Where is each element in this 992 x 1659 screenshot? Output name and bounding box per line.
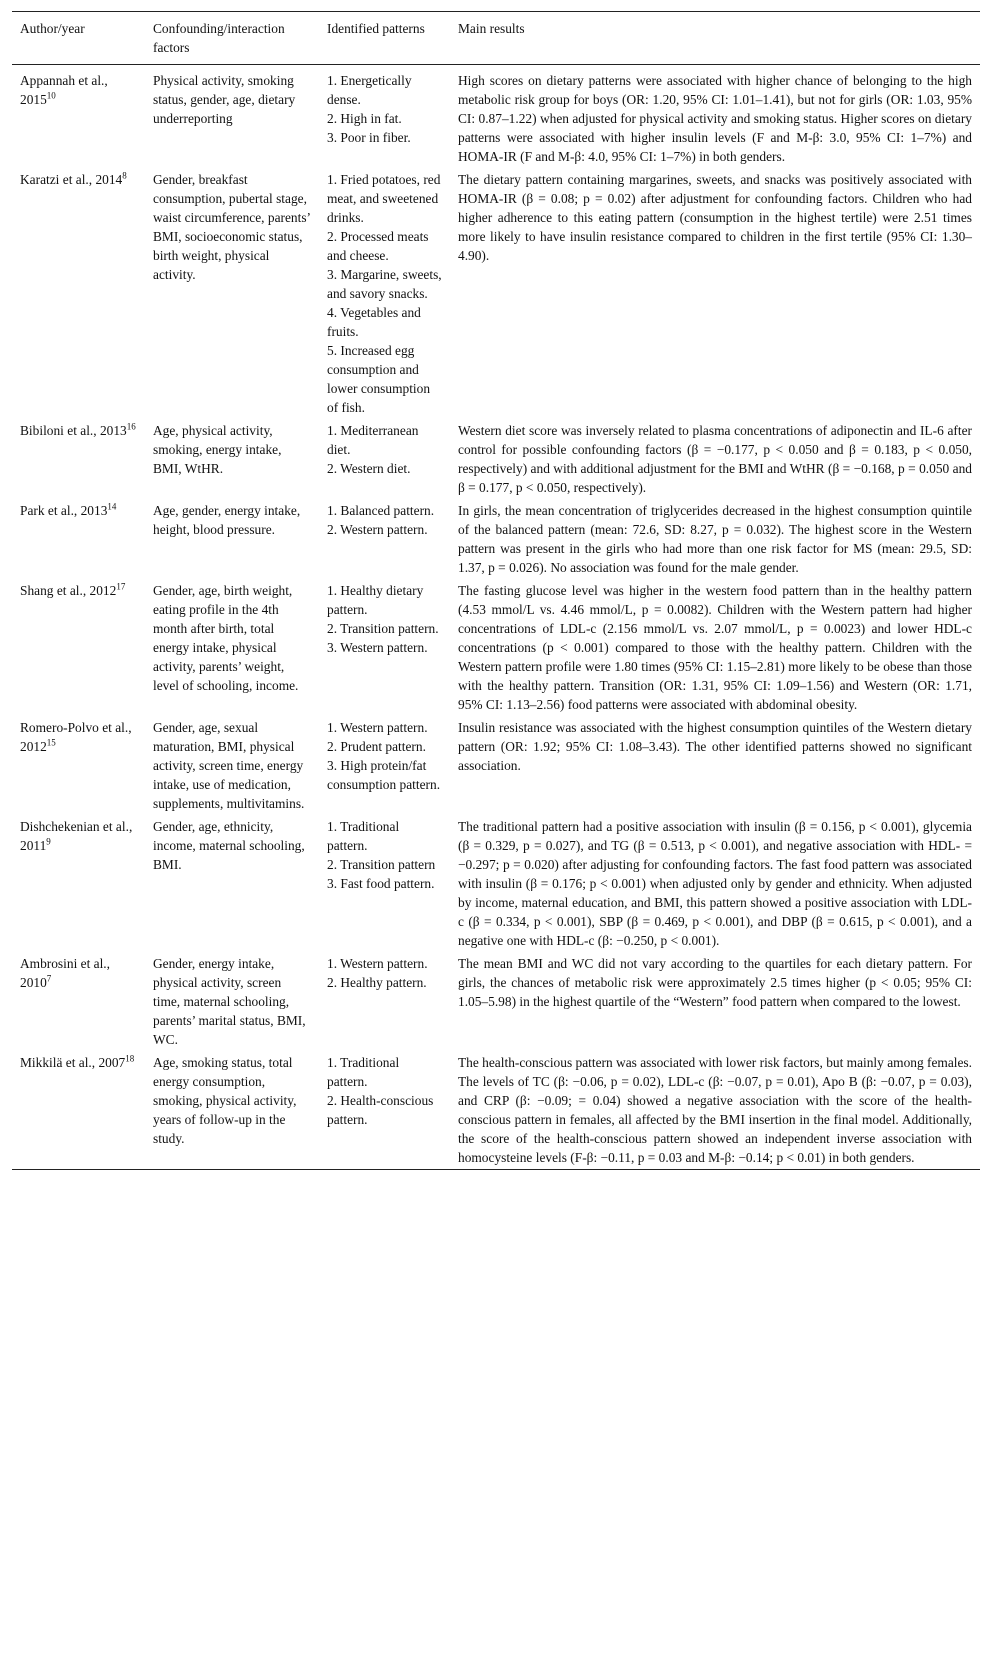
author-year: Bibiloni et al., 2013 bbox=[20, 423, 127, 438]
patterns-cell bbox=[319, 1049, 450, 1170]
reference-number: 14 bbox=[107, 501, 117, 512]
confounding-cell: Gender, age, birth weight, eating profile in the 4th month after birth, total energy intake, physical activity, parents’ weight, level of schooling, income. bbox=[153, 583, 299, 693]
patterns-cell bbox=[319, 714, 450, 813]
table-row bbox=[12, 497, 980, 577]
patterns-cell bbox=[319, 166, 450, 417]
author-cell bbox=[12, 577, 145, 714]
studies-table bbox=[12, 11, 980, 1170]
confounding-cell: Gender, breakfast consumption, pubertal stage, waist circumference, parents’ BMI, socioeconomic status, birth weight, physical activity. bbox=[153, 172, 311, 282]
author-cell bbox=[12, 166, 145, 417]
confounding-cell: Gender, age, sexual maturation, BMI, physical activity, screen time, energy intake, use of medication, supplements, multivitamins. bbox=[153, 720, 305, 811]
pattern-item: 1. Western pattern. bbox=[327, 956, 428, 971]
pattern-item: 2. Transition pattern bbox=[327, 857, 436, 872]
pattern-item: 4. Vegetables and fruits. bbox=[327, 305, 421, 339]
pattern-item: 2. Healthy pattern. bbox=[327, 975, 427, 990]
table-row bbox=[12, 577, 980, 714]
pattern-item: 1. Mediterranean diet. bbox=[327, 423, 419, 457]
pattern-item: 5. Increased egg consumption and lower consumption of fish. bbox=[327, 343, 431, 415]
header-row bbox=[12, 12, 980, 65]
results-cell: Insulin resistance was associated with the highest consumption quintiles of the Western dietary pattern (OR: 1.92; 95% CI: 1.08–3.43). The other identified patterns showed no significant association. bbox=[458, 720, 972, 773]
author-cell bbox=[12, 417, 145, 497]
table-body bbox=[12, 65, 980, 1170]
author-year: Ambrosini et al., 2010 bbox=[20, 956, 111, 990]
reference-number: 7 bbox=[46, 973, 52, 984]
author-year: Karatzi et al., 2014 bbox=[20, 172, 123, 187]
pattern-item: 2. Prudent pattern. bbox=[327, 739, 426, 754]
pattern-item: 1. Balanced pattern. bbox=[327, 503, 435, 518]
confounding-cell: Gender, energy intake, physical activity, screen time, maternal schooling, parents’ marital status, BMI, WC. bbox=[153, 956, 306, 1047]
pattern-item: 3. Margarine, sweets, and savory snacks. bbox=[327, 267, 442, 301]
reference-number: 16 bbox=[126, 421, 136, 432]
pattern-item: 3. Poor in fiber. bbox=[327, 130, 411, 145]
pattern-item: 1. Western pattern. bbox=[327, 720, 428, 735]
pattern-item: 2. Health-conscious pattern. bbox=[327, 1093, 434, 1127]
table-header bbox=[12, 12, 980, 65]
author-year: Appannah et al., 2015 bbox=[20, 73, 108, 107]
author-year: Romero-Polvo et al., 2012 bbox=[20, 720, 132, 754]
pattern-item: 1. Energetically dense. bbox=[327, 73, 412, 107]
author-year: Dishchekenian et al., 2011 bbox=[20, 819, 133, 853]
header-confounding: Confounding/interaction factors bbox=[153, 21, 285, 55]
results-cell: The fasting glucose level was higher in the western food pattern than in the healthy pattern (4.53 mmol/L vs. 4.46 mmol/L, p = 0.0082). Children with the Western pattern had higher concentrations of LDL-c (2.156 mmol/L vs. 2.07 mmol/L, p = 0.0023) and lower HDL-c concentrations (p < 0.001) compared to those with the healthy pattern. Children with the Western pattern profile were 1.80 times (95% CI: 1.15–2.81) more likely to be obese than those with the healthy pattern. Transition (OR: 1.31, 95% CI: 1.09–1.56) and Western (OR: 1.71, 95% CI: 1.13–2.56) food patterns were associated with abdominal obesity. bbox=[458, 583, 972, 712]
table-row bbox=[12, 65, 980, 167]
header-results: Main results bbox=[458, 21, 525, 36]
author-cell bbox=[12, 813, 145, 950]
table-row bbox=[12, 166, 980, 417]
author-cell bbox=[12, 714, 145, 813]
reference-number: 10 bbox=[46, 90, 56, 101]
patterns-cell bbox=[319, 417, 450, 497]
results-cell: In girls, the mean concentration of triglycerides decreased in the highest consumption quintile of the balanced pattern (mean: 72.6, SD: 8.27, p = 0.032). The highest score in the Western pattern was present in the girls who had more than one risk factor for MS (mean: 29.5, SD: 1.37, p = 0.026). No association was found for the male gender. bbox=[458, 503, 972, 575]
author-year: Park et al., 2013 bbox=[20, 503, 108, 518]
confounding-cell: Age, smoking status, total energy consumption, smoking, physical activity, years of follow-up in the study. bbox=[153, 1055, 297, 1146]
pattern-item: 3. High protein/fat consumption pattern. bbox=[327, 758, 441, 792]
results-cell: The dietary pattern containing margarines, sweets, and snacks was positively associated with HOMA-IR (β = 0.08; p = 0.02) after adjustment for confounding factors. Children who had higher adherence to this eating pattern (consumption in the highest tertile) were 2.51 times more likely to have insulin resistance compared to children in the first tertile (95% CI: 1.30–4.90). bbox=[458, 172, 972, 263]
table-row bbox=[12, 950, 980, 1049]
results-cell: The traditional pattern had a positive association with insulin (β = 0.156, p < 0.001), glycemia (β = 0.329, p = 0.027), and TG (β = 0.513, p < 0.001), and negative association with HDL- = −0.297; p = 0.020) after adjusting for confounding factors. The fast food pattern was associated with insulin (β = 0.176; p < 0.001) when adjusted only by gender and ethnicity. When adjusted by income, maternal education, and BMI, this pattern showed a positive association with LDL-c (β = 0.334, p < 0.001), SBP (β = 0.469, p < 0.001), and DBP (β = 0.615, p < 0.001), and a negative one with HDL-c (β: −0.250, p < 0.001). bbox=[458, 819, 972, 948]
pattern-item: 2. Processed meats and cheese. bbox=[327, 229, 429, 263]
table-row bbox=[12, 714, 980, 813]
pattern-item: 1. Traditional pattern. bbox=[327, 819, 400, 853]
pattern-item: 3. Fast food pattern. bbox=[327, 876, 435, 891]
pattern-item: 2. Western pattern. bbox=[327, 522, 428, 537]
pattern-item: 1. Traditional pattern. bbox=[327, 1055, 400, 1089]
author-cell bbox=[12, 497, 145, 577]
confounding-cell: Age, physical activity, smoking, energy intake, BMI, WtHR. bbox=[153, 423, 282, 476]
patterns-cell bbox=[319, 813, 450, 950]
pattern-item: 2. Western diet. bbox=[327, 461, 411, 476]
patterns-cell bbox=[319, 65, 450, 167]
pattern-item: 2. High in fat. bbox=[327, 111, 402, 126]
author-cell bbox=[12, 950, 145, 1049]
table-row bbox=[12, 1049, 980, 1170]
reference-number: 15 bbox=[46, 737, 56, 748]
reference-number: 8 bbox=[122, 170, 127, 181]
reference-number: 17 bbox=[116, 581, 126, 592]
reference-number: 18 bbox=[125, 1053, 135, 1064]
header-author: Author/year bbox=[20, 21, 85, 36]
pattern-item: 2. Transition pattern. bbox=[327, 621, 439, 636]
table-row bbox=[12, 813, 980, 950]
confounding-cell: Age, gender, energy intake, height, blood pressure. bbox=[153, 503, 301, 537]
author-year: Mikkilä et al., 2007 bbox=[20, 1055, 126, 1070]
table-row bbox=[12, 417, 980, 497]
author-cell bbox=[12, 65, 145, 167]
pattern-item: 1. Healthy dietary pattern. bbox=[327, 583, 424, 617]
confounding-cell: Physical activity, smoking status, gender, age, dietary underreporting bbox=[153, 73, 296, 126]
results-cell: The health-conscious pattern was associated with lower risk factors, but mainly among females. The levels of TC (β: −0.06, p = 0.02), LDL-c (β: −0.07, p = 0.01), Apo B (β: −0.07, p = 0.03), and CRP (β: −0.09; = 0.04) showed a negative association with the score of the health-conscious pattern in females, all affected by the BMI insertion in the final model. Additionally, the score of the health-conscious pattern showed an independent inverse association with homocysteine levels (F-β: −0.11, p = 0.03 and M-β: −0.14; p < 0.01) in both genders. bbox=[458, 1055, 972, 1165]
reference-number: 9 bbox=[46, 836, 51, 847]
patterns-cell bbox=[319, 950, 450, 1049]
results-cell: High scores on dietary patterns were associated with higher chance of belonging to the high metabolic risk group for boys (OR: 1.20, 95% CI: 1.01–1.41), but not for girls (OR: 1.03, 95% CI: 0.87–1.22) when adjusted for physical activity and smoking status. Higher scores on dietary patterns were associated with higher insulin levels (F and M-β: 3.0, 95% CI: 1–7%) and HOMA-IR (F and M-β: 4.0, 95% CI: 1–7%) in both genders. bbox=[458, 73, 972, 164]
results-cell: Western diet score was inversely related to plasma concentrations of adiponectin and IL-6 after control for possible confounding factors (β = −0.177, p < 0.050 and β = 0.183, p < 0.050, respectively) and with additional adjustment for the BMI and WtHR (β = −0.168, p = 0.050 and β = 0.177, p < 0.050, respectively). bbox=[458, 423, 972, 495]
results-cell: The mean BMI and WC did not vary according to the quartiles for each dietary pattern. For girls, the chances of metabolic risk were approximately 2.5 times higher (p < 0.05; 95% CI: 1.05–5.98) in the highest quartile of the “Western” food pattern when compared to the lowest. bbox=[458, 956, 972, 1009]
author-year: Shang et al., 2012 bbox=[20, 583, 117, 598]
pattern-item: 1. Fried potatoes, red meat, and sweetened drinks. bbox=[327, 172, 441, 225]
confounding-cell: Gender, age, ethnicity, income, maternal schooling, BMI. bbox=[153, 819, 305, 872]
patterns-cell bbox=[319, 577, 450, 714]
pattern-item: 3. Western pattern. bbox=[327, 640, 428, 655]
author-cell bbox=[12, 1049, 145, 1170]
patterns-cell bbox=[319, 497, 450, 577]
header-patterns: Identified patterns bbox=[327, 21, 425, 36]
